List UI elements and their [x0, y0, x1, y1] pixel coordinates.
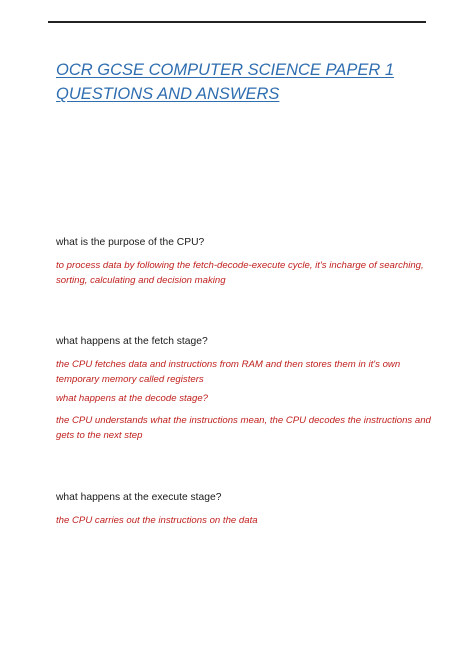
answer-decode-stage: the CPU understands what the instructions mean, the CPU decodes the instructions and gets to the next step — [56, 415, 431, 441]
question-fetch-stage: what happens at the fetch stage? — [56, 336, 208, 347]
question-execute-stage: what happens at the execute stage? — [56, 492, 222, 503]
question-decode-stage: what happens at the decode stage? — [56, 393, 209, 404]
answer-cpu-purpose: to process data by following the fetch-decode-execute cycle, it's incharge of searching, sorting, calculating and decision making — [56, 260, 424, 286]
question-cpu-purpose: what is the purpose of the CPU? — [56, 237, 205, 248]
header-rule — [48, 21, 426, 23]
answer-execute-stage: the CPU carries out the instructions on the data — [56, 515, 258, 526]
answer-fetch-stage: the CPU fetches data and instructions from RAM and then stores them in it's own temporary memory called registers — [56, 359, 401, 385]
document-title: OCR GCSE COMPUTER SCIENCE PAPER 1 QUESTIONS AND ANSWERS — [56, 61, 395, 103]
